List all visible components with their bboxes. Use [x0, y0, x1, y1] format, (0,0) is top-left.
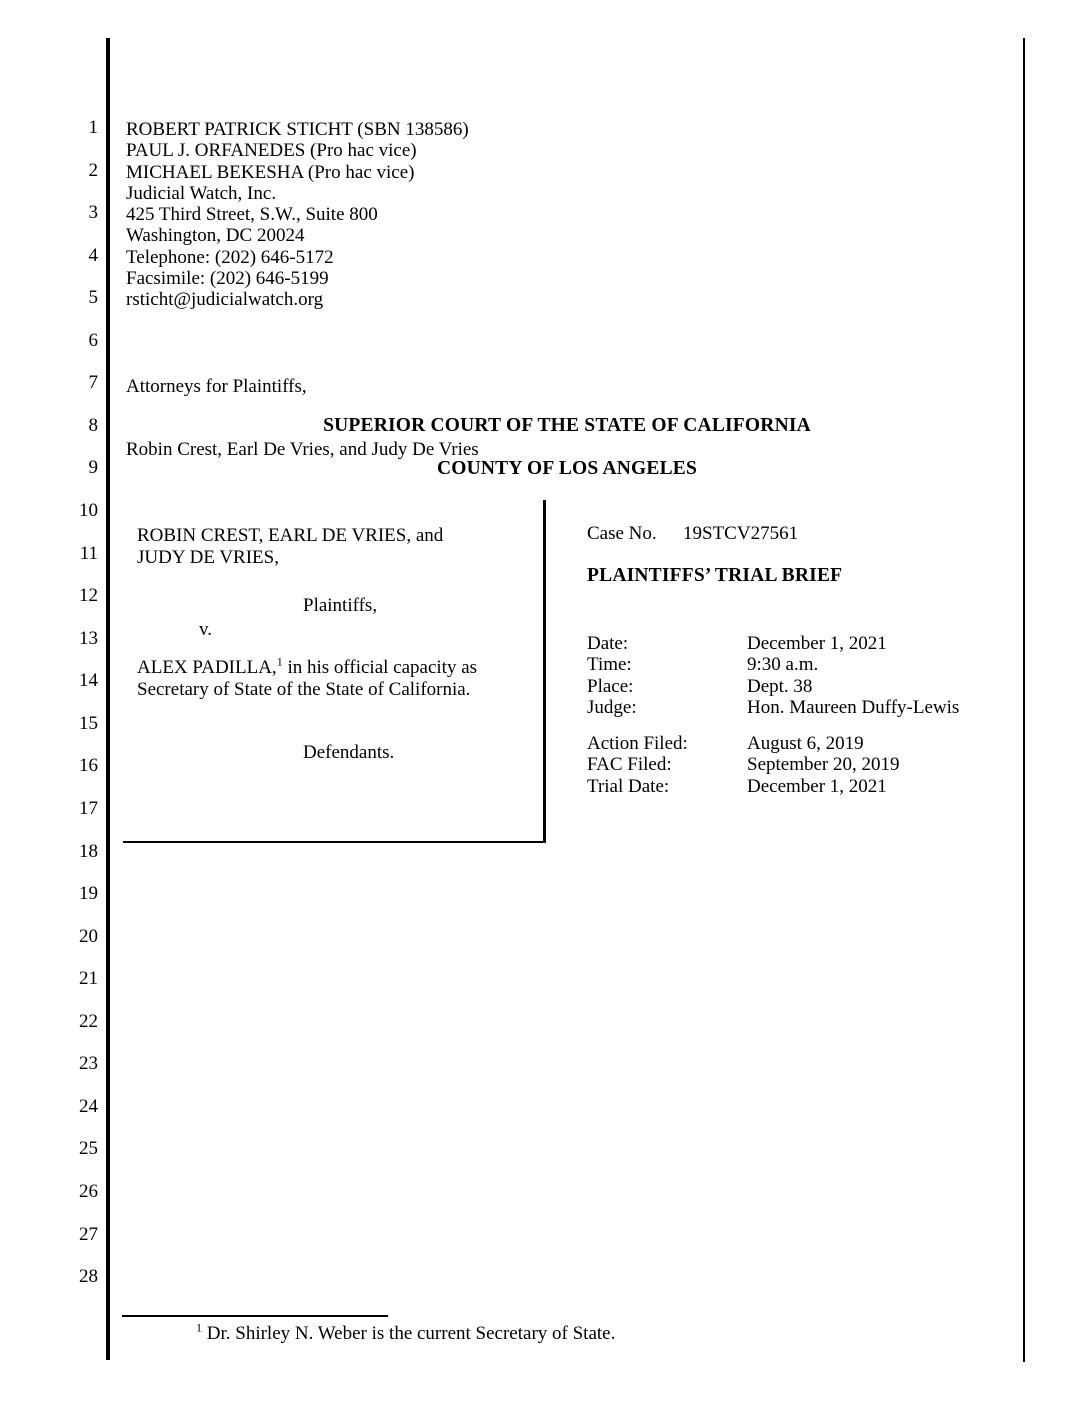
line-number: 18	[79, 840, 98, 862]
attorney-line: MICHAEL BEKESHA (Pro hac vice)	[126, 161, 415, 183]
attorneys-for-line: Robin Crest, Earl De Vries, and Judy De Vries	[126, 439, 479, 461]
court-title: SUPERIOR COURT OF THE STATE OF CALIFORNIA	[323, 415, 811, 436]
line-number: 22	[79, 1010, 98, 1032]
line-number: 12	[79, 585, 98, 607]
line-number: 1	[88, 117, 98, 138]
right-margin-rule	[1023, 38, 1025, 1362]
trial-date-row	[587, 776, 1017, 797]
attorney-line: PAUL J. ORFANEDES (Pro hac vice)	[126, 140, 417, 162]
fac-filed-label: FAC Filed:	[587, 754, 672, 775]
hearing-time-label: Time:	[587, 654, 632, 675]
fac-filed-row	[587, 754, 1017, 775]
line-number: 17	[79, 797, 98, 819]
line-number: 23	[79, 1053, 98, 1075]
defendant-name: ALEX PADILLA,	[137, 657, 277, 678]
hearing-time-value: 9:30 a.m.	[747, 654, 819, 675]
line-number: 10	[79, 500, 98, 522]
line-number: 20	[79, 925, 98, 947]
footnote-reference-mark: 1	[276, 654, 283, 669]
caption-box-right-border	[543, 500, 546, 843]
left-margin-rule	[106, 38, 110, 1360]
trial-date-label: Trial Date:	[587, 776, 670, 797]
defendants-label: Defendants.	[303, 742, 395, 763]
footnote-text	[196, 1320, 616, 1345]
document-title: PLAINTIFFS’ TRIAL BRIEF	[587, 565, 843, 586]
hearing-place-value: Dept. 38	[747, 676, 813, 697]
trial-date-value: December 1, 2021	[747, 776, 887, 797]
hearing-place-label: Place:	[587, 676, 634, 697]
court-county: COUNTY OF LOS ANGELES	[436, 458, 698, 479]
footnote-number: 1	[196, 1320, 202, 1335]
line-number: 25	[79, 1138, 98, 1160]
plaintiff-names-line1: ROBIN CREST, EARL DE VRIES, and	[137, 525, 444, 546]
defendant-line1	[137, 654, 478, 678]
line-number: 15	[79, 712, 98, 734]
line-number: 7	[88, 372, 98, 394]
hearing-judge-row	[587, 697, 1017, 718]
hearing-date-label: Date:	[587, 633, 629, 654]
line-number: 13	[79, 627, 98, 649]
attorney-line: Telephone: (202) 646-5172	[126, 246, 334, 268]
line-number: 6	[88, 329, 98, 351]
line-number: 28	[79, 1266, 98, 1288]
defendant-capacity: in his official capacity as	[282, 657, 478, 678]
line-number: 9	[88, 457, 98, 479]
footnote-separator	[122, 1315, 388, 1317]
line-number: 21	[79, 968, 98, 990]
hearing-place-row	[587, 676, 1017, 697]
caption-box-bottom-border	[123, 841, 546, 843]
defendant-line2: Secretary of State of the State of California.	[137, 679, 471, 700]
hearing-time-row	[587, 654, 1017, 675]
hearing-date-value: December 1, 2021	[747, 633, 887, 654]
attorney-line: ROBERT PATRICK STICHT (SBN 138586)	[126, 119, 469, 140]
line-number: 2	[88, 159, 98, 181]
line-number: 16	[79, 755, 98, 777]
attorney-line: Washington, DC 20024	[126, 225, 305, 247]
case-number-label: Case No.	[587, 523, 657, 544]
line-number: 11	[79, 542, 98, 564]
line-number: 14	[79, 670, 98, 692]
line-number: 26	[79, 1181, 98, 1202]
hearing-judge-label: Judge:	[587, 697, 637, 718]
line-number: 8	[88, 414, 98, 436]
plaintiffs-label: Plaintiffs,	[303, 595, 378, 616]
line-number: 27	[79, 1223, 98, 1245]
case-number-value: 19STCV27561	[683, 523, 799, 544]
attorney-email: rsticht@judicialwatch.org	[126, 289, 324, 311]
plaintiff-names-line2: JUDY DE VRIES,	[137, 547, 279, 568]
footnote-body: Dr. Shirley N. Weber is the current Secretary of State.	[202, 1323, 616, 1344]
fac-filed-value: September 20, 2019	[747, 754, 900, 775]
attorney-block	[126, 119, 469, 311]
action-filed-label: Action Filed:	[587, 733, 688, 754]
hearing-date-row	[587, 633, 1017, 654]
line-number: 5	[88, 287, 98, 309]
hearing-judge-value: Hon. Maureen Duffy-Lewis	[747, 697, 960, 718]
line-number: 4	[88, 244, 98, 266]
line-number: 24	[79, 1095, 98, 1117]
attorney-line: Judicial Watch, Inc.	[126, 182, 277, 204]
line-number: 19	[79, 883, 98, 905]
action-filed-row	[587, 733, 1017, 754]
attorney-line: Facsimile: (202) 646-5199	[126, 268, 329, 290]
attorney-line: 425 Third Street, S.W., Suite 800	[126, 204, 378, 226]
action-filed-value: August 6, 2019	[747, 733, 864, 754]
versus-label: v.	[199, 619, 213, 640]
attorneys-for-line: Attorneys for Plaintiffs,	[126, 375, 307, 397]
line-number: 3	[88, 202, 98, 224]
